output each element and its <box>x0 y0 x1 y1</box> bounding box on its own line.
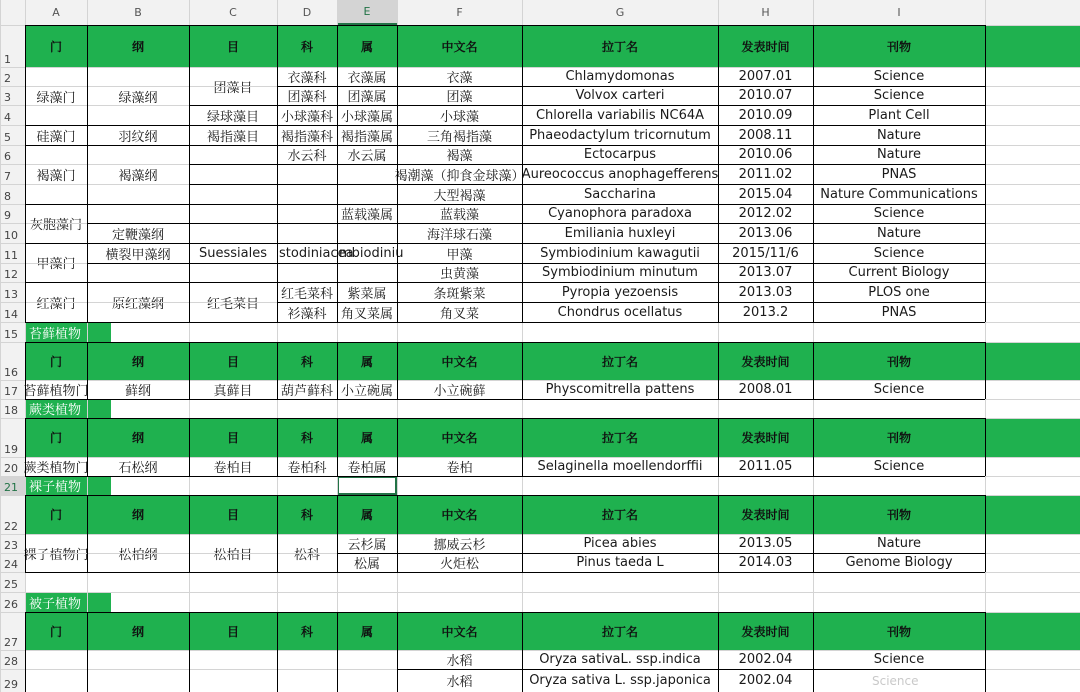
table-cell[interactable]: 小立碗藓 <box>433 384 486 399</box>
table-cell[interactable]: 2010.09 <box>738 107 793 123</box>
table-cell[interactable]: PNAS <box>881 304 917 320</box>
header-cell[interactable]: 目 <box>189 342 277 380</box>
header-cell[interactable]: 门 <box>25 612 87 650</box>
table-cell[interactable]: 2014.03 <box>738 555 793 570</box>
table-cell[interactable]: PNAS <box>881 166 917 182</box>
header-cell[interactable]: 纲 <box>87 612 189 650</box>
table-cell[interactable]: 松属 <box>353 557 380 572</box>
table-cell[interactable]: Nature <box>876 225 922 241</box>
table-cell[interactable]: 小球藻属 <box>340 109 393 125</box>
table-cell[interactable]: 2012.02 <box>738 206 793 221</box>
table-cell[interactable]: 2010.06 <box>738 147 793 162</box>
table-cell[interactable]: Pinus taeda L <box>576 555 664 570</box>
row-header-6[interactable]: 6 <box>0 145 25 164</box>
header-cell[interactable]: 发表时间 <box>718 25 813 67</box>
header-cell[interactable]: 门 <box>25 495 87 534</box>
row-header-19[interactable]: 19 <box>0 418 25 457</box>
row-header-27[interactable]: 27 <box>0 612 25 650</box>
row-header-11[interactable]: 11 <box>0 243 25 263</box>
table-cell[interactable]: Chlorella variabilis NC64A <box>535 107 705 123</box>
table-cell[interactable]: 衣藻 <box>446 71 473 86</box>
table-cell[interactable]: 虫黄藻 <box>439 267 479 282</box>
column-header-i[interactable]: I <box>813 0 985 25</box>
merged-cell[interactable]: 甲藻门 <box>36 257 76 272</box>
column-header-g[interactable]: G <box>522 0 718 25</box>
table-cell[interactable]: 海洋球石藻 <box>426 227 492 243</box>
column-header-a[interactable]: A <box>25 0 87 25</box>
table-cell[interactable]: 卷柏属 <box>347 461 387 476</box>
row-header-7[interactable]: 7 <box>0 164 25 184</box>
column-header-e[interactable]: E <box>337 0 397 25</box>
table-cell[interactable]: 2011.02 <box>738 166 793 182</box>
merged-cell[interactable]: 红毛菜目 <box>206 296 259 312</box>
table-cell[interactable]: 角叉菜 <box>439 306 479 322</box>
header-cell[interactable]: 门 <box>25 418 87 457</box>
table-cell[interactable]: 卷柏目 <box>213 461 253 476</box>
column-header-c[interactable]: C <box>189 0 277 25</box>
table-cell[interactable]: 水云科 <box>287 149 327 164</box>
table-cell[interactable]: 小球藻科 <box>280 109 333 125</box>
table-cell[interactable]: 衣藻属 <box>347 71 387 86</box>
header-cell[interactable]: 纲 <box>87 342 189 380</box>
table-cell[interactable]: PLOS one <box>868 284 930 300</box>
table-cell[interactable]: 石松纲 <box>118 461 158 476</box>
table-cell[interactable]: 2015/11/6 <box>732 245 799 261</box>
row-header-10[interactable]: 10 <box>0 223 25 243</box>
table-cell[interactable]: 团藻属 <box>347 90 387 105</box>
header-cell[interactable]: 属 <box>337 612 397 650</box>
table-cell[interactable]: 2013.05 <box>738 536 793 551</box>
table-cell[interactable]: 2002.04 <box>738 652 793 667</box>
table-cell[interactable]: 水稻 <box>446 675 473 690</box>
table-cell[interactable]: 水云属 <box>347 149 387 164</box>
header-cell[interactable]: 发表时间 <box>718 342 813 380</box>
table-cell[interactable]: 2008.11 <box>738 127 793 143</box>
table-cell[interactable]: Science <box>873 88 925 103</box>
header-cell[interactable]: 目 <box>189 418 277 457</box>
table-cell[interactable]: Emiliania huxleyi <box>564 225 676 241</box>
table-cell[interactable]: Symbiodinium kawagutii <box>540 245 700 261</box>
watermark-text: Science <box>872 674 919 688</box>
merged-cell[interactable]: 原红藻纲 <box>111 296 164 312</box>
merged-cell[interactable]: 裸子植物门 <box>23 547 89 563</box>
table-cell[interactable]: 2015.04 <box>738 186 793 202</box>
table-cell[interactable]: 紫菜属 <box>347 286 387 302</box>
table-cell[interactable]: Ectocarpus <box>583 147 657 162</box>
table-cell[interactable]: Physcomitrella pattens <box>545 382 695 397</box>
table-cell[interactable]: stodiniacea <box>279 245 354 261</box>
row-header-2[interactable]: 2 <box>0 67 25 86</box>
table-cell[interactable]: 绿球藻目 <box>206 109 259 125</box>
header-cell[interactable]: 目 <box>189 25 277 67</box>
table-cell[interactable]: Science <box>873 459 925 474</box>
header-cell[interactable]: 刊物 <box>813 495 985 534</box>
header-cell[interactable]: 纲 <box>87 418 189 457</box>
table-cell[interactable]: Nature <box>876 147 922 162</box>
table-cell[interactable]: 云杉属 <box>347 538 387 553</box>
table-cell[interactable]: Nature <box>876 127 922 143</box>
header-cell[interactable]: 属 <box>337 418 397 457</box>
table-cell[interactable]: 藓纲 <box>124 384 151 399</box>
row-header-18[interactable]: 18 <box>0 399 25 418</box>
table-cell[interactable]: Oryza sativa L. ssp.japonica <box>529 673 711 688</box>
table-cell[interactable]: Science <box>873 245 925 261</box>
row-header-26[interactable]: 26 <box>0 592 25 612</box>
table-cell[interactable]: 蕨类植物门 <box>23 461 89 476</box>
section-label[interactable]: 被子植物 <box>25 592 111 612</box>
table-cell[interactable]: 葫芦藓科 <box>280 384 333 399</box>
table-cell[interactable]: 褐藻 <box>446 149 473 164</box>
table-cell[interactable]: Phaeodactylum tricornutum <box>529 127 711 143</box>
table-cell[interactable]: 褐指藻属 <box>340 129 393 145</box>
merged-cell[interactable]: 灰胞藻门 <box>29 218 82 233</box>
header-cell[interactable]: 门 <box>25 25 87 67</box>
table-cell[interactable]: Science <box>873 652 925 667</box>
header-cell[interactable]: 中文名 <box>397 25 522 67</box>
table-cell[interactable]: 2013.2 <box>742 304 789 320</box>
table-cell[interactable]: 三角褐指藻 <box>426 129 492 145</box>
table-cell[interactable]: 角叉菜属 <box>340 306 393 322</box>
table-cell[interactable]: 条斑紫菜 <box>433 286 486 302</box>
row-header-20[interactable]: 20 <box>0 457 25 476</box>
table-cell[interactable]: Symbiodinium minutum <box>542 265 698 280</box>
row-header-28[interactable]: 28 <box>0 650 25 669</box>
table-cell[interactable]: 大型褐藻 <box>433 188 486 204</box>
row-header-29[interactable]: 29 <box>0 669 25 692</box>
merged-cell[interactable]: 松柏目 <box>213 547 253 563</box>
table-cell[interactable]: 2013.06 <box>738 225 793 241</box>
header-cell[interactable]: 科 <box>277 495 337 534</box>
merged-cell[interactable]: 绿藻门 <box>36 90 76 106</box>
section-label[interactable]: 蕨类植物 <box>25 399 111 418</box>
table-cell[interactable]: 水稻 <box>446 654 473 669</box>
header-cell[interactable]: 拉丁名 <box>522 342 718 380</box>
table-cell[interactable]: 褐指藻目 <box>206 129 259 145</box>
merged-cell[interactable]: 团藻目 <box>213 80 253 96</box>
header-cell[interactable]: 刊物 <box>813 342 985 380</box>
table-cell[interactable]: Suessiales <box>199 245 267 261</box>
header-cell[interactable]: 拉丁名 <box>522 418 718 457</box>
table-cell[interactable]: 2013.03 <box>738 284 793 300</box>
row-header-17[interactable]: 17 <box>0 380 25 399</box>
header-cell[interactable]: 发表时间 <box>718 418 813 457</box>
header-cell[interactable]: 中文名 <box>397 342 522 380</box>
table-cell[interactable]: Cyanophora paradoxa <box>548 206 692 221</box>
table-cell[interactable]: 卷柏科 <box>287 461 327 476</box>
header-cell[interactable]: 中文名 <box>397 418 522 457</box>
row-header-4[interactable]: 4 <box>0 105 25 125</box>
table-cell[interactable]: 火炬松 <box>439 557 479 572</box>
table-cell[interactable]: Volvox carteri <box>575 88 665 103</box>
header-cell[interactable]: 科 <box>277 25 337 67</box>
merged-cell[interactable]: 褐藻纲 <box>118 169 158 184</box>
row-header-25[interactable]: 25 <box>0 572 25 592</box>
row-header-23[interactable]: 23 <box>0 534 25 553</box>
table-cell[interactable]: 团藻 <box>446 90 473 105</box>
column-header-d[interactable]: D <box>277 0 337 25</box>
merged-cell[interactable]: 红藻门 <box>36 296 76 312</box>
table-cell[interactable]: 2010.07 <box>738 88 793 103</box>
table-cell[interactable]: 横裂甲藻纲 <box>105 247 171 263</box>
section-label[interactable]: 裸子植物 <box>25 476 111 495</box>
header-cell[interactable]: 刊物 <box>813 418 985 457</box>
section-label[interactable]: 苔藓植物 <box>25 322 111 342</box>
row-header-8[interactable]: 8 <box>0 184 25 204</box>
header-cell[interactable]: 纲 <box>87 25 189 67</box>
table-cell[interactable]: Selaginella moellendorffii <box>537 459 703 474</box>
header-cell[interactable]: 刊物 <box>813 612 985 650</box>
header-cell[interactable]: 目 <box>189 495 277 534</box>
row-header-14[interactable]: 14 <box>0 302 25 322</box>
table-cell[interactable]: Plant Cell <box>868 107 930 123</box>
header-cell[interactable]: 刊物 <box>813 25 985 67</box>
table-cell[interactable]: 褐潮藻（抑食金球藻） <box>394 168 525 184</box>
table-cell[interactable]: 2002.04 <box>738 673 793 688</box>
table-cell[interactable]: 真藓目 <box>213 384 253 399</box>
row-header-16[interactable]: 16 <box>0 342 25 380</box>
table-cell[interactable]: Science <box>873 382 925 397</box>
row-header-5[interactable]: 5 <box>0 125 25 145</box>
header-cell[interactable]: 目 <box>189 612 277 650</box>
header-cell[interactable]: 中文名 <box>397 495 522 534</box>
table-cell[interactable]: 团藻科 <box>287 90 327 105</box>
header-cell[interactable]: 中文名 <box>397 612 522 650</box>
table-cell[interactable]: 小球藻 <box>439 109 479 125</box>
row-header-9[interactable]: 9 <box>0 204 25 223</box>
header-cell[interactable]: 科 <box>277 342 337 380</box>
table-cell[interactable]: Genome Biology <box>845 555 953 570</box>
row-header-12[interactable]: 12 <box>0 263 25 282</box>
row-header-15[interactable]: 15 <box>0 322 25 342</box>
column-header-f[interactable]: F <box>397 0 522 25</box>
row-header-13[interactable]: 13 <box>0 282 25 302</box>
header-cell[interactable]: 拉丁名 <box>522 495 718 534</box>
merged-cell[interactable]: 松柏纲 <box>118 547 158 563</box>
table-cell[interactable]: Oryza sativaL. ssp.indica <box>539 652 701 667</box>
header-cell[interactable]: 发表时间 <box>718 495 813 534</box>
active-cell[interactable] <box>337 476 397 495</box>
table-cell[interactable]: 2011.05 <box>738 459 793 474</box>
column-header-h[interactable]: H <box>718 0 813 25</box>
table-cell[interactable]: 褐指藻科 <box>280 129 333 145</box>
header-cell[interactable]: 属 <box>337 342 397 380</box>
header-cell[interactable]: 纲 <box>87 495 189 534</box>
table-cell[interactable]: Current Biology <box>848 265 950 280</box>
table-cell[interactable]: Chlamydomonas <box>565 69 675 84</box>
table-cell[interactable]: 硅藻门 <box>36 129 76 145</box>
header-cell[interactable]: 科 <box>277 612 337 650</box>
table-cell[interactable]: 蓝载藻属 <box>340 208 393 223</box>
table-cell[interactable]: 羽纹纲 <box>118 129 158 145</box>
table-cell[interactable]: Chondrus ocellatus <box>557 304 683 320</box>
table-cell[interactable]: 衫藻科 <box>287 306 327 322</box>
header-cell[interactable]: 属 <box>337 495 397 534</box>
row-header-21[interactable]: 21 <box>0 476 25 495</box>
table-cell[interactable]: 定鞭藻纲 <box>111 227 164 243</box>
table-cell[interactable]: 蓝载藻 <box>439 208 479 223</box>
row-header-3[interactable]: 3 <box>0 86 25 105</box>
table-cell[interactable]: 2013.07 <box>738 265 793 280</box>
table-cell[interactable]: 甲藻 <box>446 247 473 263</box>
column-header-blank[interactable] <box>985 0 1080 25</box>
header-cell[interactable]: 拉丁名 <box>522 612 718 650</box>
header-cell[interactable]: 拉丁名 <box>522 25 718 67</box>
table-cell[interactable]: Nature Communications <box>820 186 978 202</box>
table-cell[interactable]: 2008.01 <box>738 382 793 397</box>
table-cell[interactable]: 衣藻科 <box>287 71 327 86</box>
row-header-1[interactable]: 1 <box>0 25 25 67</box>
row-header-22[interactable]: 22 <box>0 495 25 534</box>
header-cell[interactable]: 发表时间 <box>718 612 813 650</box>
table-cell[interactable]: Pyropia yezoensis <box>561 284 679 300</box>
table-cell[interactable]: 卷柏 <box>446 461 473 476</box>
table-cell[interactable]: Nature <box>876 536 922 551</box>
table-cell[interactable]: mbiodiniu <box>339 245 404 261</box>
header-cell[interactable]: 门 <box>25 342 87 380</box>
table-cell[interactable]: 红毛菜科 <box>280 286 333 302</box>
header-cell[interactable]: 科 <box>277 418 337 457</box>
table-cell[interactable]: Picea abies <box>583 536 657 551</box>
table-cell[interactable]: Aureococcus anophagefferens <box>521 166 719 182</box>
header-cell[interactable]: 属 <box>337 25 397 67</box>
select-all-corner[interactable] <box>0 0 25 25</box>
table-cell[interactable]: Science <box>873 206 925 221</box>
table-cell[interactable]: 挪威云杉 <box>433 538 486 553</box>
table-cell[interactable]: 苔藓植物门 <box>23 384 89 399</box>
merged-cell[interactable]: 褐藻门 <box>36 169 76 184</box>
table-cell[interactable]: 2007.01 <box>738 69 793 84</box>
merged-cell[interactable]: 绿藻纲 <box>118 90 158 106</box>
table-cell[interactable]: Saccharina <box>584 186 656 202</box>
table-cell[interactable]: Science <box>873 69 925 84</box>
table-cell[interactable]: 小立碗属 <box>340 384 393 399</box>
merged-cell[interactable]: 松科 <box>293 547 320 563</box>
row-header-24[interactable]: 24 <box>0 553 25 572</box>
column-header-b[interactable]: B <box>87 0 189 25</box>
